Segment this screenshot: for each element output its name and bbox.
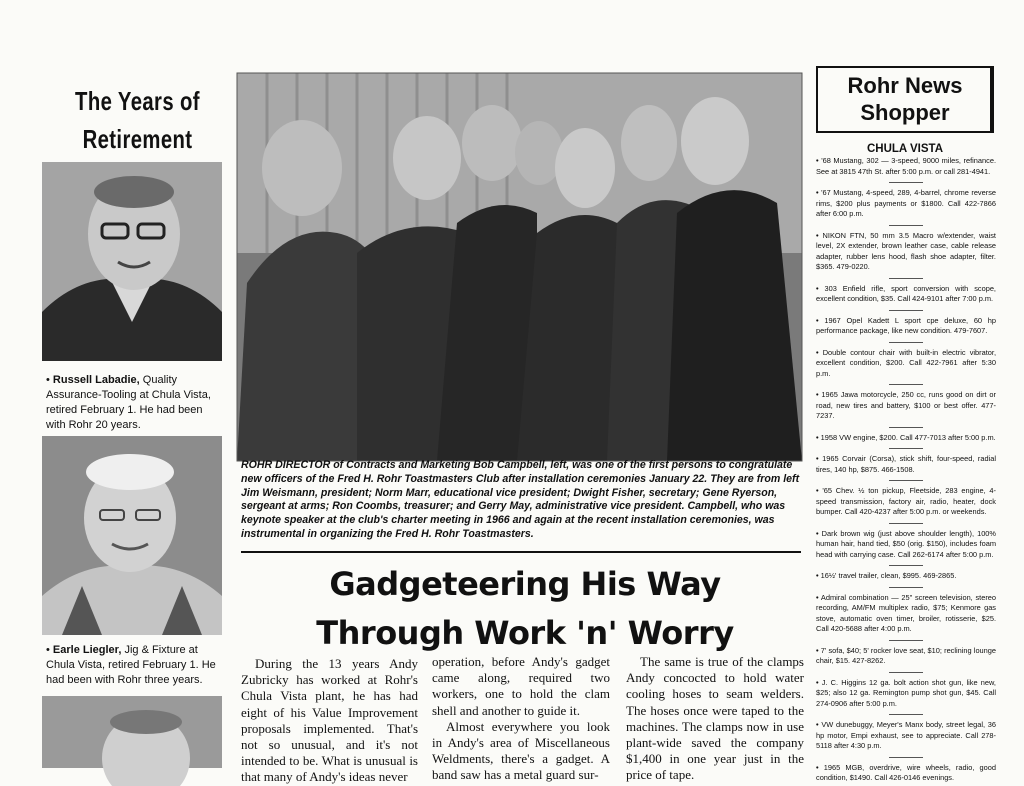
- bullet: •: [46, 644, 50, 656]
- classified-ad-text: '68 Mustang, 302 — 3-speed, 9000 miles, refinance. See at 3815 47th St. after 5:00 p.m. or call 281-4941.: [816, 156, 996, 176]
- classified-ad: [816, 390, 996, 422]
- section-title-line2: Retirement: [82, 124, 193, 154]
- ad-divider: [889, 182, 923, 183]
- ad-divider: [889, 640, 923, 641]
- ad-divider: [889, 523, 923, 524]
- classified-ad-text: Admiral combination — 25" screen television, stereo recording, AM/FM multiplex radio, $75; Kenmore gas stove, automatic oven timer, broiler, rotisserie, $25. Call 420-5688 after 4:00 p.m.: [816, 592, 996, 633]
- headline-line1: Gadgeteering His Way: [329, 565, 721, 603]
- classified-ad-text: 7' sofa, $40; 5' rocker love seat, $10; reclining lounge chair, $15. 427-8262.: [816, 645, 996, 665]
- classified-ad-text: NIKON FTN, 50 mm 3.5 Macro w/extender, waist level, 2X extender, brown leather case, cable release adapter, rubber lens hood, flash shoe adapter, filter. $365. 479-0220.: [816, 230, 996, 271]
- photo-caption: ROHR DIRECTOR of Contracts and Marketing Bob Campbell, left, was one of the first persons to congratulate new officers of the Fred H. Rohr Toastmasters Club after installation ceremonies January 22. They are from left Jim Weismann, president; Norm Marr, educational vice president; Dwight Fisher, secretary; Gene Ryerson, sergeant at arms; Ron Coombs, treasurer; and Gerry May, administrative vice president. Campbell, who was keynote speaker at the club's charter meeting in 1966 and again at the recent installation ceremonies, was instrumental in organizing the Fred H. Rohr Toastmasters.: [241, 459, 800, 540]
- headline-line2: Through Work 'n' Worry: [316, 614, 734, 652]
- classified-ad: [816, 486, 996, 518]
- bullet: •: [816, 528, 819, 538]
- classified-ad-text: Dark brown wig (just above shoulder length), 100% human hair, hand tied, $50 (orig. $150), includes foam head with carrying case. Call 262-6174 after 5:00 p.m.: [816, 528, 996, 559]
- classified-ad: [816, 188, 996, 220]
- bullet: •: [816, 592, 819, 602]
- classified-ad-text: J. C. Higgins 12 ga. bolt action shot gun, like new, $25; also 12 ga. Remington pump shot gun, $45. Call 274-0906 after 5:00 p.m.: [816, 677, 996, 708]
- classified-ad-text: VW dunebuggy, Meyer's Manx body, street legal, 36 hp motor, Empi exhaust, see to appreciate. Call 278-5118 after 4:30 p.m.: [816, 720, 996, 750]
- article-column-3: [626, 654, 804, 783]
- retiree-caption-labadie: [46, 373, 222, 433]
- classified-ad-text: Double contour chair with built-in electric vibrator, excellent condition, $200. Call 422-7961 after 5:30 p.m.: [816, 347, 996, 378]
- classified-ad: [816, 720, 996, 752]
- bullet: •: [816, 486, 819, 495]
- classified-ads-list: [816, 156, 996, 784]
- classified-ad: [816, 529, 996, 561]
- ad-divider: [889, 672, 923, 673]
- bullet: •: [816, 347, 819, 357]
- toastmasters-group-photo: [237, 73, 802, 461]
- retiree-photo-liegler: [42, 436, 222, 635]
- classified-ad: [816, 433, 996, 444]
- classified-ad: [816, 454, 996, 475]
- classified-ad: [816, 763, 996, 784]
- ad-divider: [889, 278, 923, 279]
- retiree-text: Quality Assurance-Tooling at Chula Vista, retired February 1. He had been with Rohr 20 years.: [46, 374, 211, 431]
- ad-divider: [889, 565, 923, 566]
- section-title: [61, 82, 213, 158]
- bullet: •: [816, 762, 819, 772]
- bullet: •: [816, 454, 819, 463]
- bullet: •: [816, 720, 819, 729]
- classified-ad: [816, 316, 996, 337]
- classified-ad-text: 16½' travel trailer, clean, $995. 469-2865.: [820, 571, 957, 580]
- bullet: •: [816, 645, 819, 655]
- retiree-photo-third: [42, 696, 222, 768]
- bullet: •: [816, 156, 819, 165]
- ad-divider: [889, 342, 923, 343]
- shopper-location-heading: CHULA VISTA: [866, 143, 944, 155]
- bullet: •: [816, 230, 819, 240]
- retiree-name: Earle Liegler,: [52, 644, 122, 656]
- classified-ad-text: 1967 Opel Kadett L sport cpe deluxe, 60 hp performance package, like new condition. 479-7607.: [816, 315, 996, 335]
- bullet: •: [816, 432, 819, 442]
- ad-divider: [889, 757, 923, 758]
- classified-ad: [816, 646, 996, 667]
- bullet: •: [816, 188, 819, 197]
- bullet: •: [816, 315, 819, 325]
- article-column-2: [432, 654, 610, 783]
- ad-divider: [889, 427, 923, 428]
- bullet: •: [816, 390, 819, 399]
- ad-divider: [889, 714, 923, 715]
- classified-ad-text: '67 Mustang, 4-speed, 289, 4-barrel, chrome reverse rims, $200 plus payments or $1800. Call 422-7866 after 6:00 p.m.: [816, 188, 996, 218]
- ad-divider: [889, 310, 923, 311]
- bullet: •: [816, 677, 819, 687]
- bullet: •: [816, 571, 819, 580]
- classified-ad-text: 303 Enfield rifle, sport conversion with scope, excellent condition, $35. Call 424-9101 after 7:00 p.m.: [816, 283, 996, 303]
- article-column-1: [241, 656, 418, 785]
- article-headline: [240, 560, 810, 658]
- portrait-image: [42, 696, 222, 768]
- article-paragraph: operation, before Andy's gadget came along, required two workers, one to hold the clam shell and another to guide it.: [432, 654, 610, 718]
- classified-ad: [816, 348, 996, 380]
- retiree-name: Russell Labadie,: [52, 374, 140, 386]
- classified-ad-text: 1965 MGB, overdrive, wire wheels, radio, good condition, $1490. Call 426-0146 evenings.: [816, 762, 996, 782]
- classified-ad-text: 1965 Jawa motorcycle, 250 cc, runs good on dirt or road, new tires and battery, $100 or best offer. 477-7237.: [816, 390, 996, 420]
- classified-ad: [816, 678, 996, 710]
- classified-ad-text: '65 Chev. ½ ton pickup, Fleetside, 283 engine, 4-speed transmission, factory air, radio, heater, dock bumper. Call 420-4237 after 5:00 p.m. or weekends.: [816, 486, 996, 516]
- retiree-caption-liegler: [46, 643, 226, 688]
- retiree-text: Jig & Fixture at Chula Vista, retired February 1. He had been with Rohr three years.: [46, 644, 216, 686]
- section-title-line1: The Years of: [75, 86, 200, 116]
- ad-divider: [889, 225, 923, 226]
- classified-ad: [816, 593, 996, 635]
- ad-divider: [889, 448, 923, 449]
- classified-ad-text: 1965 Corvair (Corsa), stick shift, four-speed, radial tires, 140 hp, $875. 466-1508.: [816, 454, 996, 474]
- ad-divider: [889, 587, 923, 588]
- group-photo-image: [237, 73, 802, 461]
- portrait-image: [42, 436, 222, 635]
- shopper-title-line2: Shopper: [860, 100, 950, 125]
- article-paragraph: During the 13 years Andy Zubricky has worked at Rohr's Chula Vista plant, he has had eight of his Value Improvement proposals implemented. That's not so unusual, and it's not intended to be. What is unusual is that many of Andy's ideas never: [241, 656, 418, 785]
- caption-divider: [241, 551, 801, 553]
- ad-divider: [889, 384, 923, 385]
- classified-ad: [816, 284, 996, 305]
- shopper-title-line1: Rohr News: [847, 73, 963, 98]
- article-paragraph: Almost everywhere you look in Andy's area of Miscellaneous Weldments, there's a gadget. A band saw has a metal guard sur-: [432, 718, 610, 783]
- retiree-photo-labadie: [42, 162, 222, 361]
- classified-ad: [816, 231, 996, 273]
- classified-ad: [816, 571, 996, 582]
- shopper-title: [816, 72, 994, 126]
- bullet: •: [816, 283, 819, 293]
- article-paragraph: The same is true of the clamps Andy concocted to hold water cooling hoses to seam welders. The hoses once were taped to the machines. The clamps now in use plant-wide saved the company $1,400 in one year just in the price of tape.: [626, 654, 804, 783]
- ad-divider: [889, 480, 923, 481]
- classified-ad-text: 1958 VW engine, $200. Call 477-7013 after 5:00 p.m.: [820, 432, 996, 442]
- classified-ad: [816, 156, 996, 177]
- portrait-image: [42, 162, 222, 361]
- bullet: •: [46, 374, 50, 386]
